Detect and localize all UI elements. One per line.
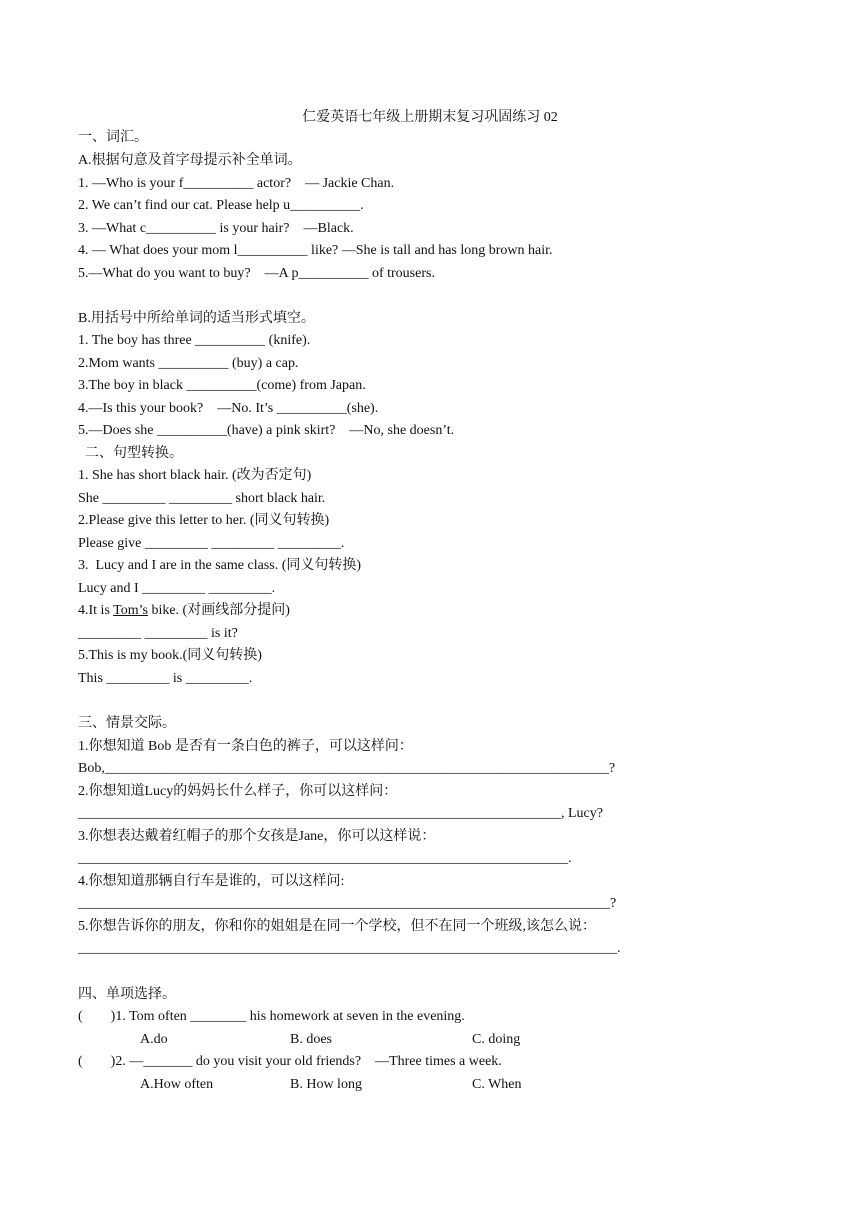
dialogue-prompt-5: 5.你想告诉你的朋友，你和你的姐姐是在同一个学校，但不在同一个班级,该怎么说：	[78, 919, 596, 934]
transform-item-2: 2.Please give this letter to her. (同义句转换)	[78, 513, 330, 528]
vocab-a-item-3: 3. —What c__________ is your hair? —Black.	[78, 221, 354, 236]
vocab-b-item-1: 1. The boy has three __________ (knife).	[78, 333, 311, 348]
section-2-heading: 二、句型转换。	[85, 446, 183, 461]
dialogue-prompt-4: 4.你想知道那辆自行车是谁的，可以这样问:	[78, 874, 345, 889]
dialogue-answer-4: ____________________________________________________________________________?	[78, 896, 617, 911]
dialogue-prompt-1: 1.你想知道 Bob 是否有一条白色的裤子，可以这样问：	[78, 739, 413, 754]
transform-item-1: 1. She has short black hair. (改为否定句)	[78, 468, 312, 483]
transform-answer-3: Lucy and I _________ _________.	[78, 581, 276, 596]
choice-question-2: ( )2. —_______ do you visit your old friends? —Three times a week.	[78, 1054, 502, 1069]
choice-1-option-b: B. does	[290, 1032, 332, 1047]
dialogue-answer-2: _____________________________________________________________________, Lucy?	[78, 806, 603, 821]
vocab-b-item-2: 2.Mom wants __________ (buy) a cap.	[78, 356, 299, 371]
dialogue-answer-1: Bob,________________________________________________________________________?	[78, 761, 616, 776]
transform-item-4-post: bike. (对画线部分提问)	[147, 603, 290, 618]
dialogue-prompt-3: 3.你想表达戴着红帽子的那个女孩是Jane，你可以这样说：	[78, 829, 436, 844]
vocab-b-item-5: 5.—Does she __________(have) a pink skirt? —No, she doesn’t.	[78, 423, 455, 438]
underlined-word: Tom’s	[113, 603, 148, 618]
choice-2-option-b: B. How long	[290, 1077, 362, 1092]
vocab-a-item-5: 5.—What do you want to buy? —A p__________ of trousers.	[78, 266, 435, 281]
choice-question-1: ( )1. Tom often ________ his homework at seven in the evening.	[78, 1009, 465, 1024]
dialogue-answer-5: _____________________________________________________________________________.	[78, 941, 621, 956]
transform-item-4	[78, 602, 290, 620]
section-1b-heading: B.用括号中所给单词的适当形式填空。	[78, 311, 315, 326]
transform-answer-5: This _________ is _________.	[78, 671, 253, 686]
transform-item-5: 5.This is my book.(同义句转换)	[78, 648, 262, 663]
transform-answer-1: She _________ _________ short black hair.	[78, 491, 326, 506]
page-title: 仁爱英语七年级上册期末复习巩固练习 02	[302, 110, 558, 125]
transform-item-3: 3. Lucy and I are in the same class. (同义句转换)	[78, 558, 362, 573]
vocab-a-item-4: 4. — What does your mom l__________ like? —She is tall and has long brown hair.	[78, 243, 553, 258]
choice-1-option-a: A.do	[140, 1032, 168, 1047]
vocab-a-item-1: 1. —Who is your f__________ actor? — Jackie Chan.	[78, 176, 395, 191]
section-1a-heading: A.根据句意及首字母提示补全单词。	[78, 153, 302, 168]
choice-2-option-c: C. When	[472, 1077, 522, 1092]
choice-2-option-a: A.How often	[140, 1077, 214, 1092]
transform-item-4-pre: 4.It is	[78, 603, 114, 618]
dialogue-answer-3: ______________________________________________________________________.	[78, 851, 572, 866]
dialogue-prompt-2: 2.你想知道Lucy的妈妈长什么样子，你可以这样问：	[78, 784, 398, 799]
choice-1-option-c: C. doing	[472, 1032, 521, 1047]
vocab-b-item-4: 4.—Is this your book? —No. It’s __________(she).	[78, 401, 379, 416]
section-3-heading: 三、情景交际。	[78, 716, 176, 731]
vocab-b-item-3: 3.The boy in black __________(come) from Japan.	[78, 378, 366, 393]
transform-answer-4: _________ _________ is it?	[78, 626, 238, 641]
transform-answer-2: Please give _________ _________ _________.	[78, 536, 345, 551]
section-4-heading: 四、单项选择。	[78, 987, 176, 1002]
vocab-a-item-2: 2. We can’t find our cat. Please help u__________.	[78, 198, 364, 213]
section-1-heading: 一、词汇。	[78, 130, 148, 145]
